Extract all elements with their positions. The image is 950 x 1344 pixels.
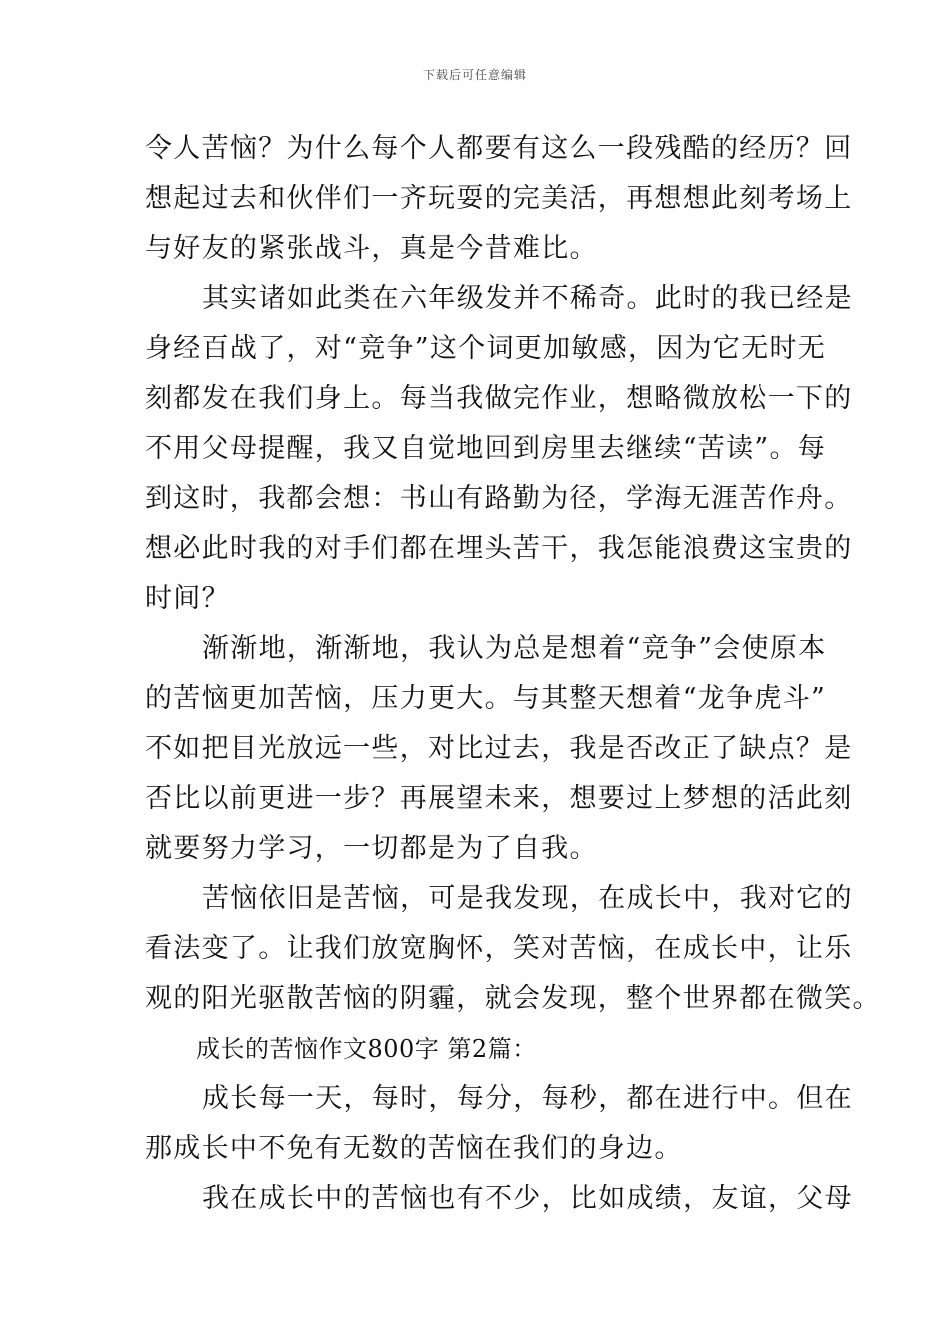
text-line: 否比以前更进一步？再展望未来，想要过上梦想的活此刻	[145, 783, 853, 814]
text-line: 刻都发在我们身上。每当我做完作业，想略微放松一下的	[145, 383, 853, 414]
text-line: 观的阳光驱散苦恼的阴霾，就会发现，整个世界都在微笑。	[145, 983, 881, 1014]
text-line: 的苦恼更加苦恼，压力更大。与其整天想着“龙争虎斗”	[145, 683, 827, 714]
text-line: 成长每一天，每时，每分，每秒，都在进行中。但在	[202, 1083, 853, 1114]
text-line: 不用父母提醒，我又自觉地回到房里去继续“苦读”。每	[145, 433, 827, 464]
text-line: 想起过去和伙伴们一齐玩耍的完美活，再想想此刻考场上	[145, 183, 853, 214]
text-line: 想必此时我的对手们都在埋头苦干，我怎能浪费这宝贵的	[145, 533, 853, 564]
text-line: 苦恼依旧是苦恼，可是我发现，在成长中，我对它的	[202, 883, 853, 914]
text-line: 那成长中不免有无数的苦恼在我们的身边。	[145, 1133, 683, 1164]
text-line: 就要努力学习，一切都是为了自我。	[145, 833, 598, 864]
text-line: 与好友的紧张战斗，真是今昔难比。	[145, 233, 598, 264]
text-line: 看法变了。让我们放宽胸怀，笑对苦恼，在成长中，让乐	[145, 933, 853, 964]
page-header: 下载后可任意编辑	[422, 68, 527, 82]
text-line: 不如把目光放远一些，对比过去，我是否改正了缺点？是	[145, 733, 853, 764]
text-line: 到这时，我都会想：书山有路勤为径，学海无涯苦作舟。	[145, 483, 853, 514]
text-line: 渐渐地，渐渐地，我认为总是想着“竞争”会使原本	[202, 633, 827, 664]
text-line: 其实诸如此类在六年级发并不稀奇。此时的我已经是	[202, 283, 853, 314]
section-heading: 成长的苦恼作文800字 第2篇：	[196, 1035, 537, 1063]
text-line: 身经百战了，对“竞争”这个词更加敏感，因为它无时无	[145, 333, 827, 364]
text-line: 时间？	[145, 583, 230, 614]
text-line: 令人苦恼？为什么每个人都要有这么一段残酷的经历？回	[145, 133, 853, 164]
text-line: 我在成长中的苦恼也有不少，比如成绩，友谊，父母	[202, 1183, 853, 1214]
